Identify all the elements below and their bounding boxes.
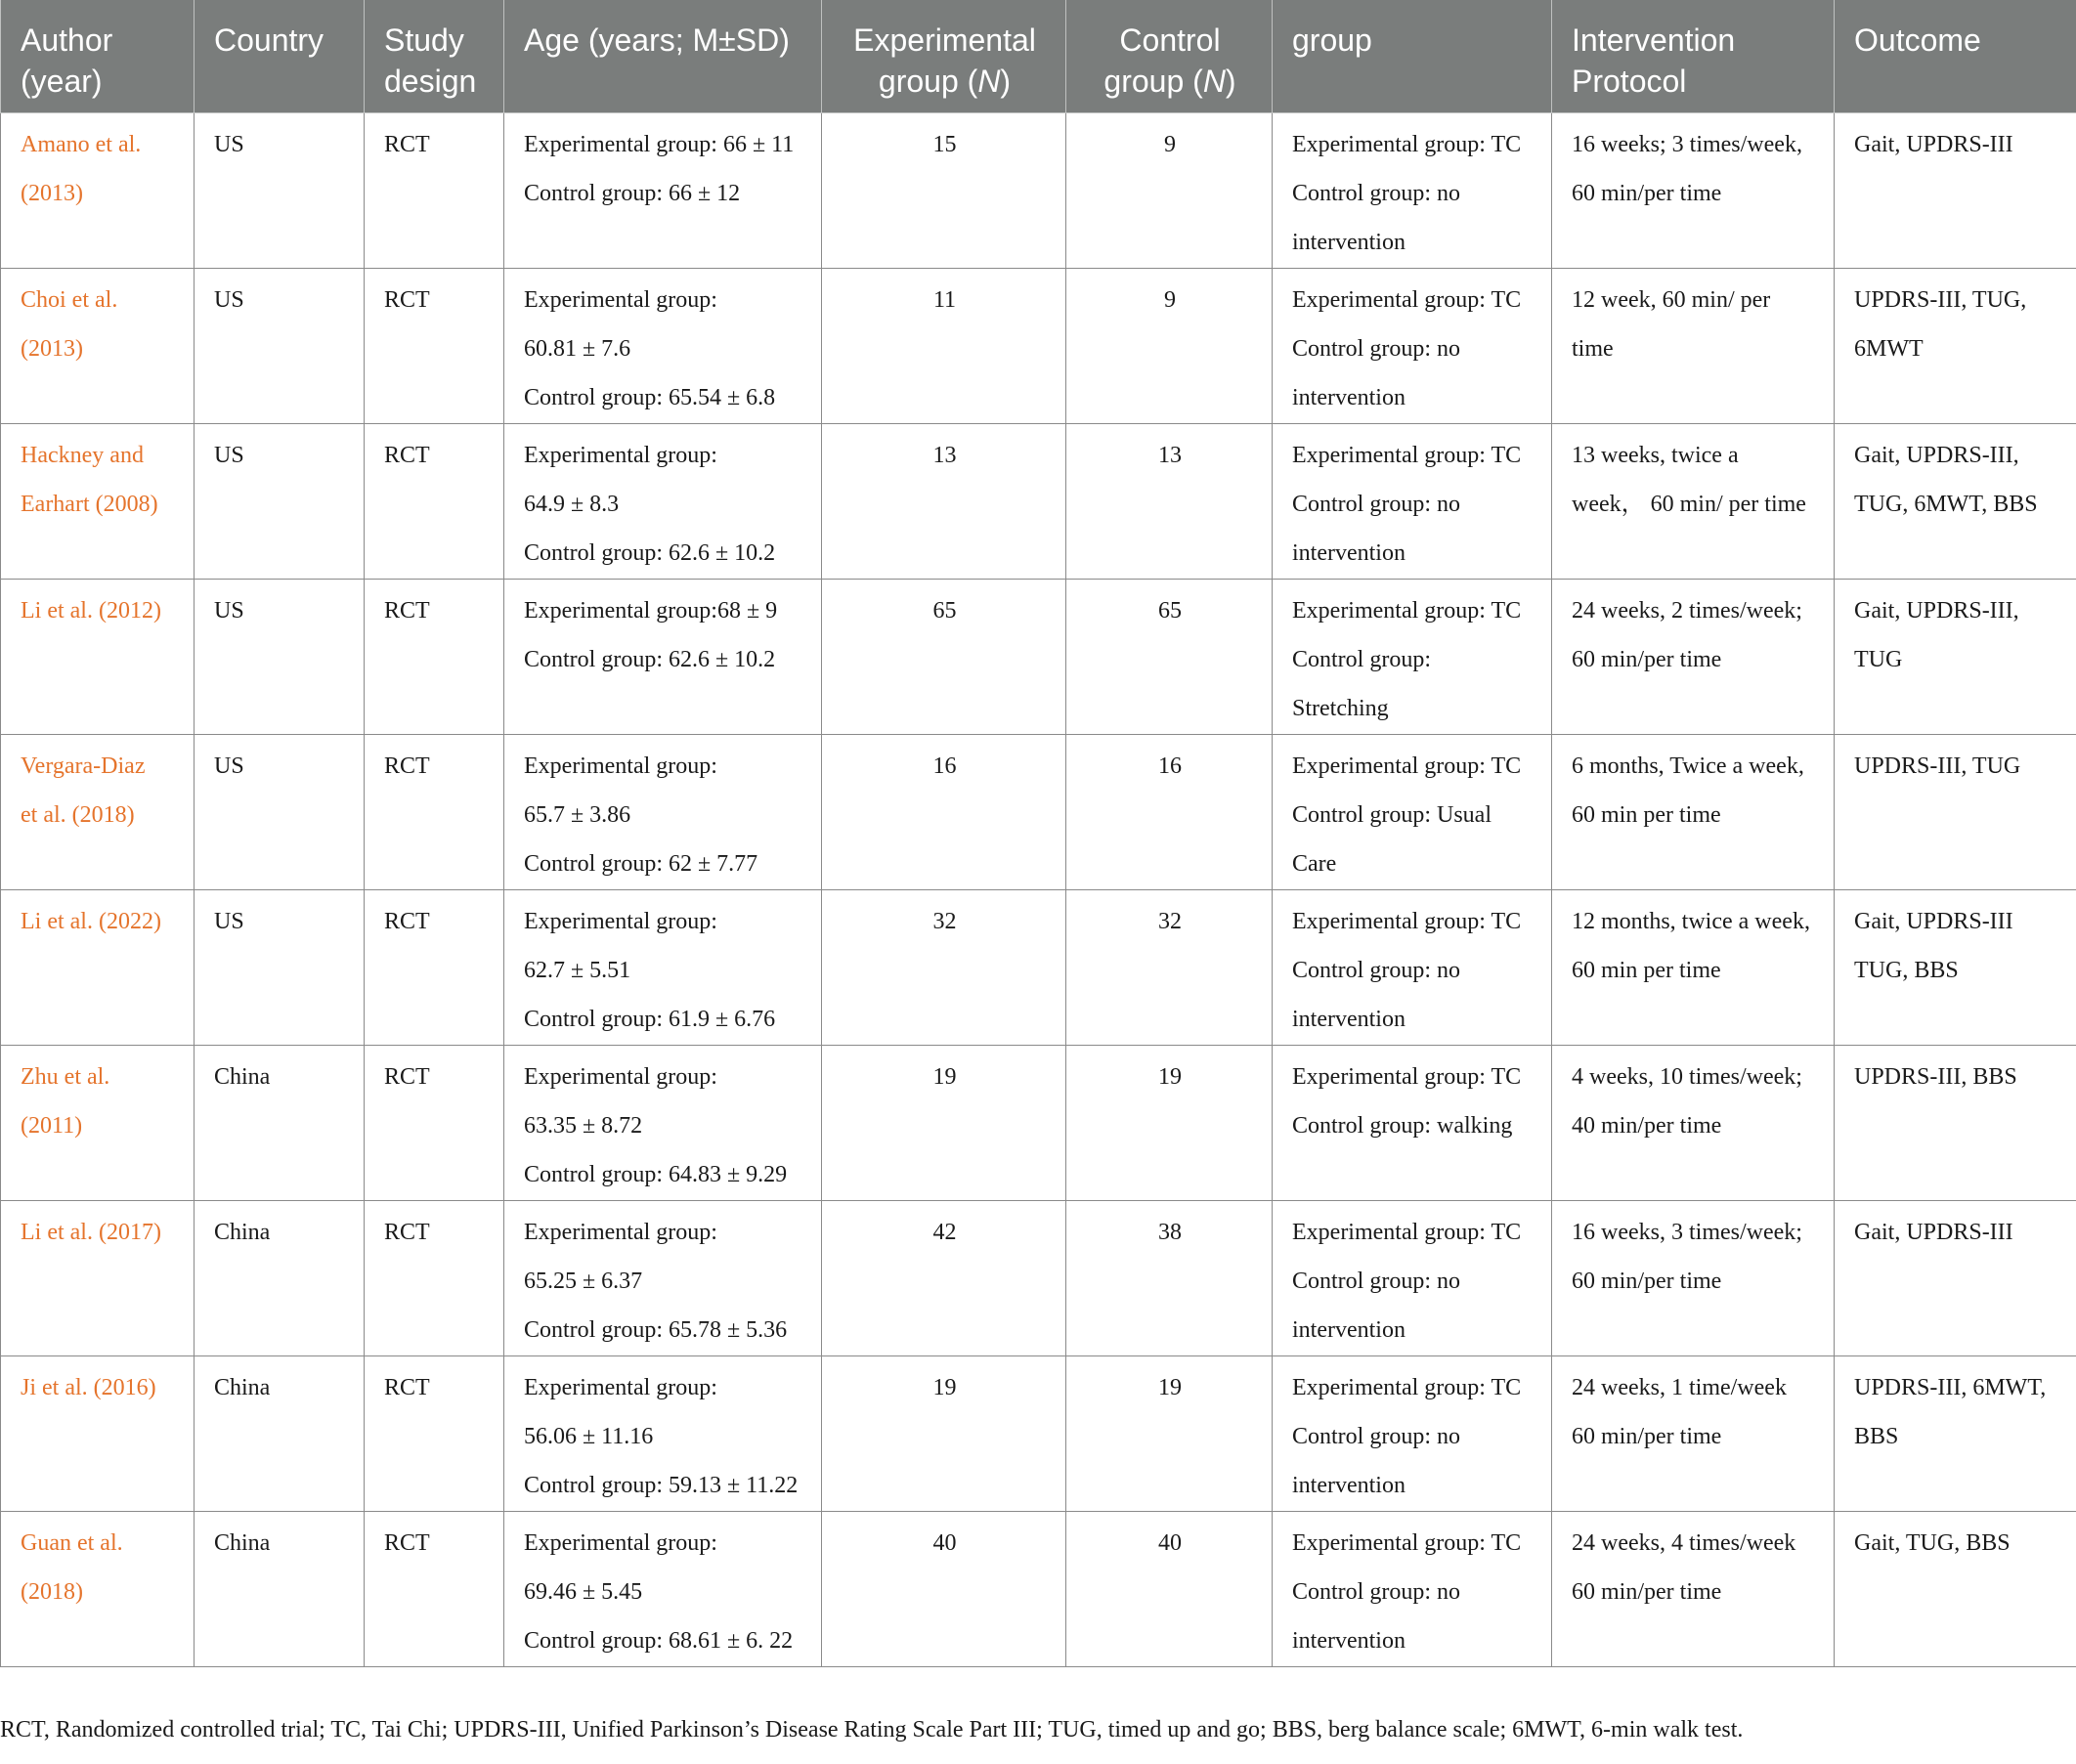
reference-link-line[interactable]: Zhu et al. xyxy=(21,1063,110,1090)
cell-group xyxy=(1273,112,1552,268)
cell-outcome xyxy=(1835,889,2076,1045)
header-line: group xyxy=(1292,22,1372,58)
cell-line: 6MWT xyxy=(1854,335,1924,362)
cell-protocol xyxy=(1552,1045,1835,1200)
reference-link-line[interactable]: Li et al. (2012) xyxy=(21,597,161,624)
cell-line: 62.7 ± 5.51 xyxy=(524,957,631,983)
cell-line: Gait, UPDRS-III, xyxy=(1854,597,2019,624)
cell-line: Control group: xyxy=(1292,646,1431,672)
cell-line: time xyxy=(1572,335,1614,362)
cell-experimental-n: 42 xyxy=(822,1200,1066,1355)
cell-experimental-n: 15 xyxy=(822,112,1066,268)
header-line: design xyxy=(384,64,477,99)
cell-line: Experimental group: TC xyxy=(1292,1063,1522,1090)
cell-line: UPDRS-III, TUG xyxy=(1854,753,2021,779)
cell-author[interactable] xyxy=(1,1200,195,1355)
cell-study-design: RCT xyxy=(365,889,504,1045)
cell-line: Experimental group: TC xyxy=(1292,131,1522,157)
cell-age xyxy=(504,579,822,734)
cell-control-n: 19 xyxy=(1066,1355,1273,1511)
cell-protocol xyxy=(1552,579,1835,734)
cell-group xyxy=(1273,1355,1552,1511)
reference-link-line[interactable]: (2013) xyxy=(21,180,83,206)
cell-outcome xyxy=(1835,1355,2076,1511)
cell-outcome xyxy=(1835,1200,2076,1355)
cell-line: Control group: walking xyxy=(1292,1112,1513,1139)
cell-country: US xyxy=(195,889,365,1045)
cell-line: Control group: 61.9 ± 6.76 xyxy=(524,1006,776,1032)
header-line: Outcome xyxy=(1854,22,1981,58)
table-row xyxy=(1,1045,2076,1200)
cell-line: intervention xyxy=(1292,1627,1406,1654)
header-line: Author xyxy=(21,22,113,58)
cell-experimental-n: 16 xyxy=(822,734,1066,889)
cell-line: Control group: no xyxy=(1292,957,1460,983)
cell-line: BBS xyxy=(1854,1423,1899,1449)
cell-line: Experimental group: xyxy=(524,908,717,934)
cell-line: week， 60 min/ per time xyxy=(1572,491,1806,517)
table-row xyxy=(1,423,2076,579)
cell-line: Control group: 68.61 ± 6. 22 xyxy=(524,1627,794,1654)
reference-link-line[interactable]: et al. (2018) xyxy=(21,801,135,828)
cell-experimental-n: 13 xyxy=(822,423,1066,579)
reference-link-line[interactable]: Hackney and xyxy=(21,442,144,468)
table-row xyxy=(1,268,2076,423)
cell-line: intervention xyxy=(1292,1316,1406,1343)
cell-control-n: 65 xyxy=(1066,579,1273,734)
cell-country: US xyxy=(195,579,365,734)
cell-line: Experimental group:68 ± 9 xyxy=(524,597,778,624)
cell-line: intervention xyxy=(1292,1472,1406,1498)
cell-protocol xyxy=(1552,112,1835,268)
cell-line: 24 weeks, 1 time/week xyxy=(1572,1374,1787,1400)
cell-line: Experimental group: xyxy=(524,753,717,779)
cell-study-design: RCT xyxy=(365,112,504,268)
reference-link-line[interactable]: Li et al. (2022) xyxy=(21,908,161,934)
cell-line: Gait, UPDRS-III xyxy=(1854,131,2013,157)
cell-study-design: RCT xyxy=(365,1200,504,1355)
cell-line: Gait, UPDRS-III xyxy=(1854,908,2013,934)
cell-outcome xyxy=(1835,1045,2076,1200)
cell-line: 12 week, 60 min/ per xyxy=(1572,286,1771,313)
cell-study-design: RCT xyxy=(365,1511,504,1666)
cell-line: 56.06 ± 11.16 xyxy=(524,1423,654,1449)
cell-line: 4 weeks, 10 times/week; xyxy=(1572,1063,1802,1090)
cell-protocol xyxy=(1552,1200,1835,1355)
cell-line: Control group: no xyxy=(1292,1578,1460,1605)
cell-line: TUG, 6MWT, BBS xyxy=(1854,491,2038,517)
table-footnote: RCT, Randomized controlled trial; TC, Tai Chi; UPDRS-III, Unified Parkinson’s Disease Rating Scale Part III; TUG, timed up and go; BBS, berg balance scale; 6MWT, 6-min walk test. xyxy=(0,1717,1744,1742)
cell-line: 64.9 ± 8.3 xyxy=(524,491,620,517)
cell-line: 65.25 ± 6.37 xyxy=(524,1268,643,1294)
cell-protocol xyxy=(1552,734,1835,889)
cell-line: Experimental group: TC xyxy=(1292,1219,1522,1245)
header-line: Experimental xyxy=(853,22,1036,58)
cell-protocol xyxy=(1552,889,1835,1045)
cell-age xyxy=(504,889,822,1045)
cell-line: Experimental group: 66 ± 11 xyxy=(524,131,795,157)
cell-line: Experimental group: xyxy=(524,286,717,313)
cell-protocol xyxy=(1552,423,1835,579)
cell-line: Control group: 65.78 ± 5.36 xyxy=(524,1316,788,1343)
column-header-author-year xyxy=(1,0,195,112)
cell-line: 24 weeks, 2 times/week; xyxy=(1572,597,1802,624)
cell-study-design: RCT xyxy=(365,423,504,579)
cell-author[interactable] xyxy=(1,889,195,1045)
column-header-study-design xyxy=(365,0,504,112)
cell-line: Experimental group: xyxy=(524,1219,717,1245)
cell-line: 65.7 ± 3.86 xyxy=(524,801,631,828)
table-row xyxy=(1,1200,2076,1355)
cell-study-design: RCT xyxy=(365,734,504,889)
cell-line: Control group: 59.13 ± 11.22 xyxy=(524,1472,799,1498)
reference-link-line[interactable]: Ji et al. (2016) xyxy=(21,1374,156,1400)
cell-country: US xyxy=(195,112,365,268)
cell-line: Control group: 62.6 ± 10.2 xyxy=(524,539,776,566)
cell-line: 60 min/per time xyxy=(1572,180,1722,206)
cell-line: Gait, TUG, BBS xyxy=(1854,1529,2011,1556)
cell-age xyxy=(504,1045,822,1200)
cell-line: 69.46 ± 5.45 xyxy=(524,1578,643,1605)
cell-control-n: 13 xyxy=(1066,423,1273,579)
cell-line: Control group: no xyxy=(1292,180,1460,206)
cell-line: 60 min per time xyxy=(1572,957,1721,983)
cell-country: China xyxy=(195,1200,365,1355)
column-header-experimental-n xyxy=(822,0,1066,112)
header-line: Control xyxy=(1119,22,1221,58)
cell-experimental-n: 19 xyxy=(822,1355,1066,1511)
cell-line: 60.81 ± 7.6 xyxy=(524,335,631,362)
cell-control-n: 16 xyxy=(1066,734,1273,889)
cell-line: Experimental group: TC xyxy=(1292,597,1522,624)
cell-line: Gait, UPDRS-III xyxy=(1854,1219,2013,1245)
cell-line: Care xyxy=(1292,850,1337,877)
cell-line: Control group: Usual xyxy=(1292,801,1492,828)
cell-line: 16 weeks, 3 times/week; xyxy=(1572,1219,1802,1245)
header-line: Protocol xyxy=(1572,64,1687,99)
cell-protocol xyxy=(1552,268,1835,423)
cell-age xyxy=(504,734,822,889)
cell-author[interactable] xyxy=(1,579,195,734)
cell-control-n: 19 xyxy=(1066,1045,1273,1200)
cell-line: Control group: 65.54 ± 6.8 xyxy=(524,384,776,410)
cell-line: Control group: 62 ± 7.77 xyxy=(524,850,758,877)
cell-control-n: 40 xyxy=(1066,1511,1273,1666)
cell-outcome xyxy=(1835,1511,2076,1666)
header-row xyxy=(1,0,2076,112)
table-row xyxy=(1,734,2076,889)
cell-experimental-n: 40 xyxy=(822,1511,1066,1666)
cell-control-n: 38 xyxy=(1066,1200,1273,1355)
cell-control-n: 9 xyxy=(1066,112,1273,268)
cell-age xyxy=(504,423,822,579)
table-body xyxy=(1,112,2076,1666)
cell-control-n: 32 xyxy=(1066,889,1273,1045)
column-header-control-n xyxy=(1066,0,1273,112)
cell-study-design: RCT xyxy=(365,1355,504,1511)
cell-line: Stretching xyxy=(1292,695,1389,721)
cell-line: 24 weeks, 4 times/week xyxy=(1572,1529,1796,1556)
cell-outcome xyxy=(1835,579,2076,734)
cell-line: Experimental group: TC xyxy=(1292,442,1522,468)
cell-age xyxy=(504,112,822,268)
cell-line: Control group: 62.6 ± 10.2 xyxy=(524,646,776,672)
cell-line: Control group: 64.83 ± 9.29 xyxy=(524,1161,788,1187)
column-header-outcome xyxy=(1835,0,2076,112)
cell-line: Control group: no xyxy=(1292,335,1460,362)
reference-link-line[interactable]: (2011) xyxy=(21,1112,83,1139)
cell-line: Experimental group: TC xyxy=(1292,1374,1522,1400)
cell-line: 63.35 ± 8.72 xyxy=(524,1112,643,1139)
cell-group xyxy=(1273,1200,1552,1355)
reference-link-line[interactable]: Li et al. (2017) xyxy=(21,1219,161,1245)
cell-protocol xyxy=(1552,1355,1835,1511)
cell-author[interactable] xyxy=(1,1045,195,1200)
column-header-intervention-protocol xyxy=(1552,0,1835,112)
reference-link-line[interactable]: Amano et al. xyxy=(21,131,142,157)
cell-line: Experimental group: xyxy=(524,1063,717,1090)
table-row xyxy=(1,1511,2076,1666)
cell-group xyxy=(1273,734,1552,889)
column-header-group xyxy=(1273,0,1552,112)
cell-experimental-n: 11 xyxy=(822,268,1066,423)
cell-group xyxy=(1273,1045,1552,1200)
cell-line: intervention xyxy=(1292,1006,1406,1032)
cell-outcome xyxy=(1835,112,2076,268)
reference-link-line[interactable]: Earhart (2008) xyxy=(21,491,158,517)
cell-age xyxy=(504,1200,822,1355)
header-line: Intervention xyxy=(1572,22,1736,58)
cell-line: Gait, UPDRS-III, xyxy=(1854,442,2019,468)
cell-line: Control group: no xyxy=(1292,1423,1460,1449)
table-row xyxy=(1,112,2076,268)
cell-country: US xyxy=(195,734,365,889)
cell-line: intervention xyxy=(1292,229,1406,255)
cell-experimental-n: 32 xyxy=(822,889,1066,1045)
header-line: (year) xyxy=(21,64,103,99)
cell-line: Experimental group: TC xyxy=(1292,753,1522,779)
reference-link-line[interactable]: Vergara-Diaz xyxy=(21,753,146,779)
cell-study-design: RCT xyxy=(365,268,504,423)
cell-author[interactable] xyxy=(1,112,195,268)
cell-line: TUG xyxy=(1854,646,1903,672)
cell-line: 12 months, twice a week, xyxy=(1572,908,1810,934)
cell-study-design: RCT xyxy=(365,579,504,734)
cell-age xyxy=(504,268,822,423)
table-row xyxy=(1,889,2076,1045)
cell-protocol xyxy=(1552,1511,1835,1666)
reference-link-line[interactable]: Choi et al. xyxy=(21,286,118,313)
reference-link-line[interactable]: Guan et al. xyxy=(21,1529,123,1556)
cell-author[interactable] xyxy=(1,734,195,889)
column-header-age xyxy=(504,0,822,112)
cell-age xyxy=(504,1511,822,1666)
header-line: Age (years; M±SD) xyxy=(524,22,790,58)
cell-outcome xyxy=(1835,268,2076,423)
cell-line: Experimental group: TC xyxy=(1292,286,1522,313)
cell-line: Experimental group: TC xyxy=(1292,1529,1522,1556)
cell-line: intervention xyxy=(1292,539,1406,566)
cell-country: China xyxy=(195,1045,365,1200)
cell-line: 60 min/per time xyxy=(1572,1268,1722,1294)
cell-country: China xyxy=(195,1511,365,1666)
header-line: group (N) xyxy=(878,64,1012,99)
cell-author[interactable] xyxy=(1,423,195,579)
cell-group xyxy=(1273,579,1552,734)
cell-line: 60 min per time xyxy=(1572,801,1721,828)
cell-age xyxy=(504,1355,822,1511)
cell-line: 6 months, Twice a week, xyxy=(1572,753,1804,779)
cell-country: China xyxy=(195,1355,365,1511)
cell-line: Experimental group: xyxy=(524,442,717,468)
cell-line: intervention xyxy=(1292,384,1406,410)
cell-control-n: 9 xyxy=(1066,268,1273,423)
cell-author[interactable] xyxy=(1,1355,195,1511)
cell-line: Experimental group: xyxy=(524,1374,717,1400)
table-row xyxy=(1,579,2076,734)
cell-experimental-n: 19 xyxy=(822,1045,1066,1200)
cell-line: Experimental group: xyxy=(524,1529,717,1556)
cell-group xyxy=(1273,268,1552,423)
cell-line: Experimental group: TC xyxy=(1292,908,1522,934)
header-line: Country xyxy=(214,22,324,58)
reference-link-line[interactable]: (2018) xyxy=(21,1578,83,1605)
cell-line: Control group: no xyxy=(1292,1268,1460,1294)
cell-line: UPDRS-III, BBS xyxy=(1854,1063,2017,1090)
cell-country: US xyxy=(195,423,365,579)
column-header-country xyxy=(195,0,365,112)
header-line: Study xyxy=(384,22,464,58)
cell-line: TUG, BBS xyxy=(1854,957,1959,983)
cell-line: Control group: 66 ± 12 xyxy=(524,180,741,206)
cell-author[interactable] xyxy=(1,268,195,423)
cell-line: UPDRS-III, TUG, xyxy=(1854,286,2027,313)
cell-country: US xyxy=(195,268,365,423)
cell-author[interactable] xyxy=(1,1511,195,1666)
header-line: group (N) xyxy=(1103,64,1236,99)
cell-line: 40 min/per time xyxy=(1572,1112,1722,1139)
cell-line: 60 min/per time xyxy=(1572,1423,1722,1449)
cell-experimental-n: 65 xyxy=(822,579,1066,734)
reference-link-line[interactable]: (2013) xyxy=(21,335,83,362)
cell-study-design: RCT xyxy=(365,1045,504,1200)
cell-outcome xyxy=(1835,734,2076,889)
table-row xyxy=(1,1355,2076,1511)
cell-line: 60 min/per time xyxy=(1572,646,1722,672)
cell-line: Control group: no xyxy=(1292,491,1460,517)
table-header xyxy=(1,0,2076,112)
cell-group xyxy=(1273,889,1552,1045)
cell-outcome xyxy=(1835,423,2076,579)
cell-line: 60 min/per time xyxy=(1572,1578,1722,1605)
cell-group xyxy=(1273,1511,1552,1666)
cell-group xyxy=(1273,423,1552,579)
cell-line: 13 weeks, twice a xyxy=(1572,442,1739,468)
cell-line: UPDRS-III, 6MWT, xyxy=(1854,1374,2047,1400)
cell-line: 16 weeks; 3 times/week, xyxy=(1572,131,1802,157)
